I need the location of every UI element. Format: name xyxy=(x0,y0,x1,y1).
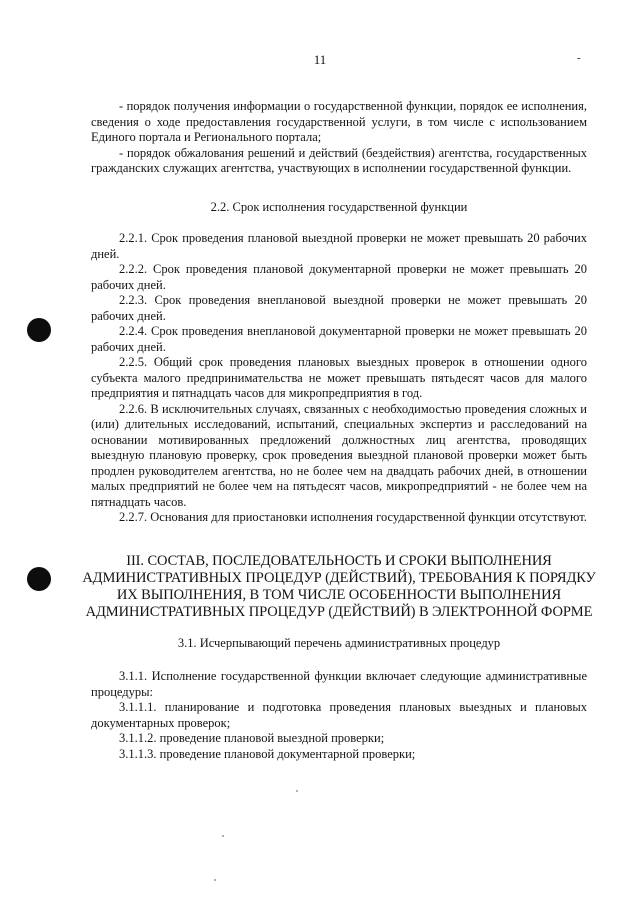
section-3-1-heading: 3.1. Исчерпывающий перечень административных процедур xyxy=(177,635,501,650)
corner-mark: - xyxy=(577,52,581,64)
scan-speck xyxy=(214,879,216,881)
document-body xyxy=(82,99,596,762)
item-3-1-1: 3.1.1. Исполнение государственной функции включает следующие административные процедуры: xyxy=(91,669,587,699)
section-3-heading-line: ИХ ВЫПОЛНЕНИЯ, В ТОМ ЧИСЛЕ ОСОБЕННОСТИ ВЫПОЛНЕНИЯ xyxy=(116,586,562,603)
page-number: 11 xyxy=(313,52,327,67)
item-3-1-1-2: 3.1.1.2. проведение плановой выездной проверки; xyxy=(119,731,385,745)
item-3-1-1-1: 3.1.1.1. планирование и подготовка проведения плановых выездных и плановых документарных проверок; xyxy=(91,700,587,730)
punch-hole-lower xyxy=(27,567,51,591)
item-3-1-1-3: 3.1.1.3. проведение плановой документарной проверки; xyxy=(119,746,416,761)
intro-paragraph-info-procedure: - порядок получения информации о государственной функции, порядок ее исполнения, сведения о ходе предоставления государственной услуги, в том числе с использованием Единого портала и Регионального портала; xyxy=(91,99,587,144)
item-2-2-1: 2.2.1. Срок проведения плановой выездной проверки не может превышать 20 рабочих дней. xyxy=(91,231,587,261)
section-3-heading-line: III. СОСТАВ, ПОСЛЕДОВАТЕЛЬНОСТЬ И СРОКИ ВЫПОЛНЕНИЯ xyxy=(126,552,552,569)
item-2-2-2: 2.2.2. Срок проведения плановой документарной проверки не может превышать 20 рабочих дней. xyxy=(91,262,587,292)
scan-speck xyxy=(296,790,298,792)
item-2-2-6: 2.2.6. В исключительных случаях, связанных с необходимостью проведения сложных и (или) длительных исследований, испытаний, специальных экспертиз и расследований на основании мотивированных предложений должностных лиц агентства, проводящих выездную плановую проверку, срок проведения выездной плановой проверки может быть продлен руководителем агентства, но не более чем на двадцать рабочих дней, в отношении малых предприятий не более чем на пятьдесят часов, микропредприятий - не более чем на пятнадцать часов. xyxy=(91,401,587,509)
punch-hole-upper xyxy=(27,318,51,342)
section-2-2-heading: 2.2. Срок исполнения государственной функции xyxy=(210,199,468,214)
section-3-heading xyxy=(81,553,597,621)
section-3-heading-line: АДМИНИСТРАТИВНЫХ ПРОЦЕДУР (ДЕЙСТВИЙ) В ЭЛЕКТРОННОЙ ФОРМЕ xyxy=(85,603,593,620)
scan-speck xyxy=(222,835,224,837)
item-2-2-5: 2.2.5. Общий срок проведения плановых выездных проверок в отношении одного субъекта малого предпринимательства не может превышать пятьдесят часов для малого предприятия и пятнадцать часов для микропредприятия в год. xyxy=(91,355,587,400)
item-2-2-4: 2.2.4. Срок проведения внеплановой документарной проверки не может превышать 20 рабочих дней. xyxy=(91,324,587,354)
item-2-2-3: 2.2.3. Срок проведения внеплановой выездной проверки не может превышать 20 рабочих дней. xyxy=(91,293,587,323)
intro-paragraph-appeal-procedure: - порядок обжалования решений и действий (бездействия) агентства, государственных гражданских служащих агентства, участвующих в исполнении государственной функции. xyxy=(91,145,587,175)
section-3-heading-line: АДМИНИСТРАТИВНЫХ ПРОЦЕДУР (ДЕЙСТВИЙ), ТРЕБОВАНИЯ К ПОРЯДКУ xyxy=(82,569,596,586)
item-2-2-7: 2.2.7. Основания для приостановки исполнения государственной функции отсутствуют. xyxy=(119,510,587,524)
